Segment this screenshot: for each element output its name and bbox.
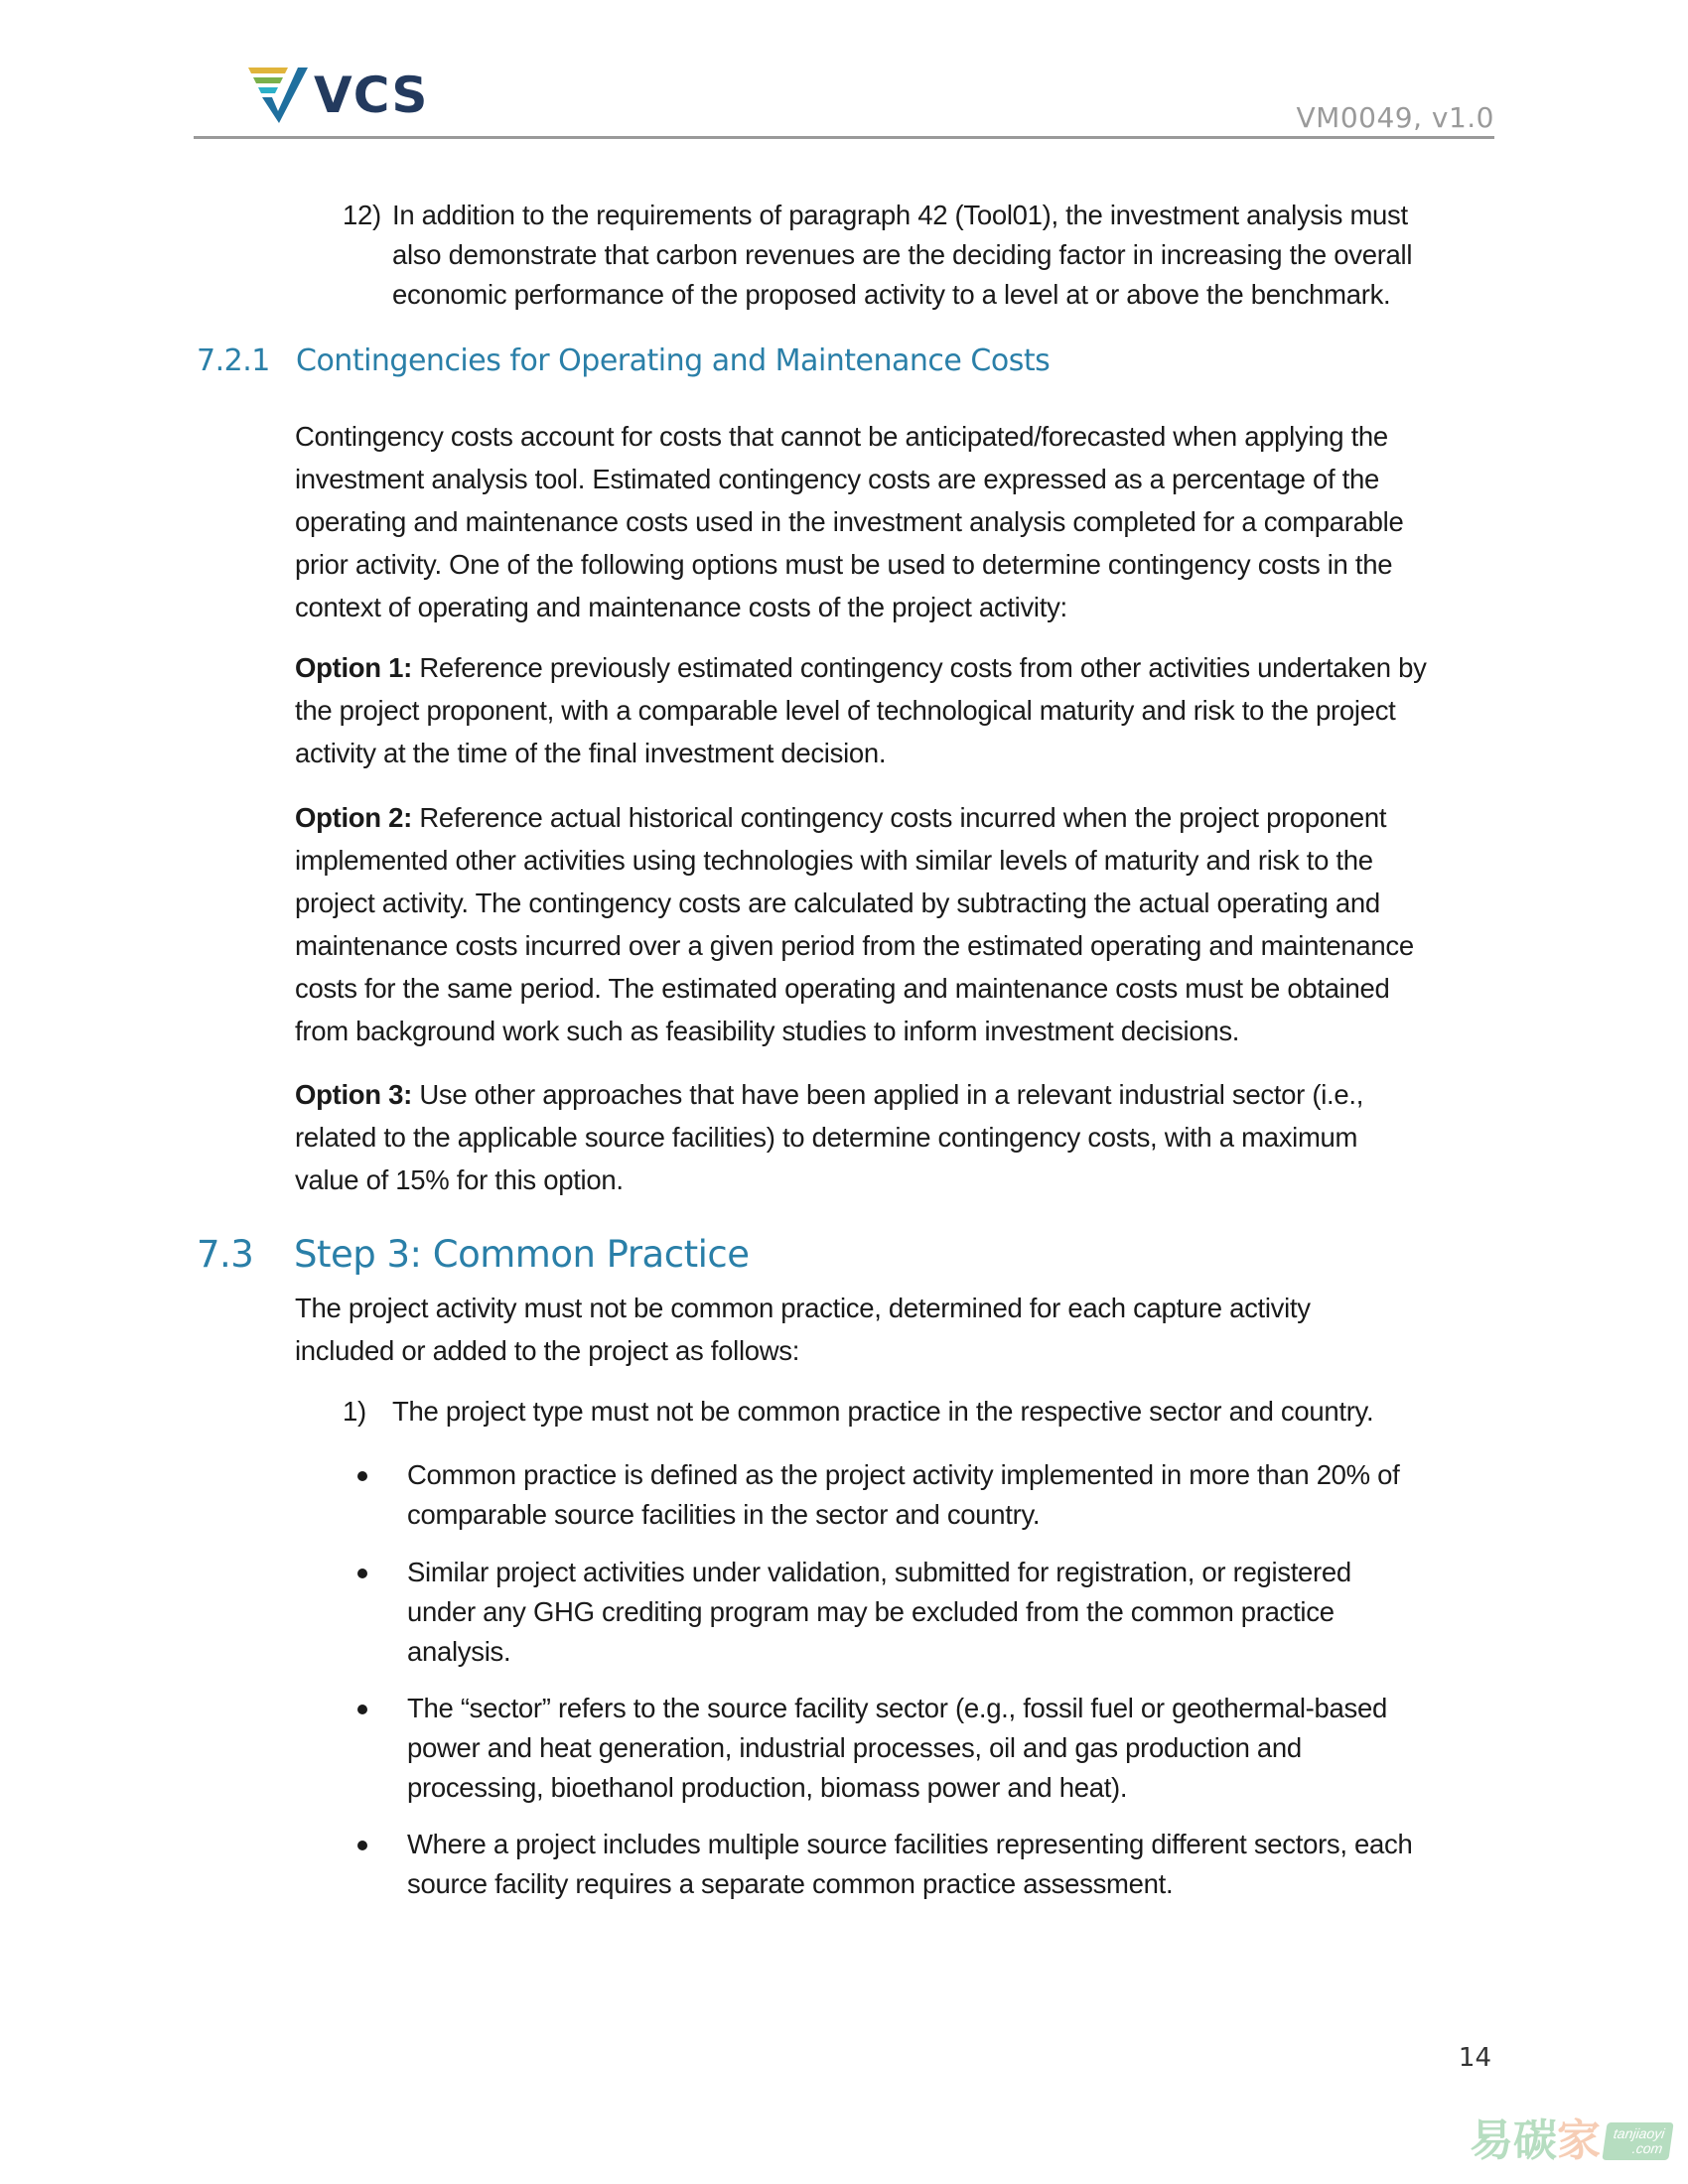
bullet-line: source facility requires a separate common practice assessment. <box>407 1868 1174 1899</box>
option-3-paragraph <box>295 1073 1506 1201</box>
vcs-logo <box>248 68 428 123</box>
para-line: value of 15% for this option. <box>295 1164 624 1195</box>
para-line: Use other approaches that have been applied in a relevant industrial sector (i.e., <box>411 1079 1364 1110</box>
item-text: The project type must not be common practice in the respective sector and country. <box>392 1396 1374 1427</box>
bullet-line: processing, bioethanol production, biomass power and heat). <box>407 1772 1128 1803</box>
vcs-checkmark-icon <box>248 68 308 123</box>
bullet-icon <box>357 1841 367 1850</box>
bullet-line: Similar project activities under validation, submitted for registration, or registered <box>407 1557 1351 1587</box>
numbered-item-1 <box>343 1392 1484 1432</box>
para-line: Contingency costs account for costs that cannot be anticipated/forecasted when applying the <box>295 421 1388 452</box>
para-line: costs for the same period. The estimated operating and maintenance costs must be obtained <box>295 973 1390 1004</box>
bullet-line: Where a project includes multiple source facilities representing different sectors, each <box>407 1829 1413 1859</box>
para-line: Reference actual historical contingency costs incurred when the project proponent <box>411 802 1387 833</box>
section-heading-7-3 <box>197 1232 1388 1278</box>
para-line: implemented other activities using technologies with similar levels of maturity and risk to the <box>295 845 1373 876</box>
bullet-line: power and heat generation, industrial processes, oil and gas production and <box>407 1732 1302 1763</box>
option-label: Option 1: <box>295 652 412 683</box>
watermark-badge: tanjiaoyi .com <box>1602 2122 1674 2160</box>
para-line: activity at the time of the final investment decision. <box>295 738 887 768</box>
para-line: context of operating and maintenance costs of the project activity: <box>295 592 1067 622</box>
bullet-icon <box>357 1569 367 1578</box>
para-line: maintenance costs incurred over a given period from the estimated operating and maintenance <box>295 930 1414 961</box>
para-line: project activity. The contingency costs are calculated by subtracting the actual operating and <box>295 887 1380 918</box>
item-number: 12) <box>343 200 381 230</box>
para-line: included or added to the project as follows: <box>295 1335 800 1366</box>
bullet-icon <box>357 1471 367 1481</box>
header-divider <box>194 136 1494 139</box>
bullet-line: Common practice is defined as the project activity implemented in more than 20% of <box>407 1459 1400 1490</box>
bullet-item <box>357 1689 1499 1808</box>
bullet-line: under any GHG crediting program may be excluded from the common practice <box>407 1596 1335 1627</box>
heading-number: 7.2.1 <box>197 343 270 378</box>
logo-text: VCS <box>314 67 429 124</box>
page-number: 14 <box>1458 2043 1491 2073</box>
option-label: Option 2: <box>295 802 412 833</box>
para-line: operating and maintenance costs used in the investment analysis completed for a comparable <box>295 506 1404 537</box>
option-1-paragraph <box>295 646 1506 774</box>
common-practice-intro-paragraph <box>295 1287 1506 1372</box>
heading-title: Step 3: Common Practice <box>294 1233 750 1276</box>
heading-number: 7.3 <box>197 1233 254 1276</box>
heading-title: Contingencies for Operating and Maintenance Costs <box>296 343 1051 378</box>
item-line: also demonstrate that carbon revenues are the deciding factor in increasing the overall <box>392 239 1413 270</box>
bullet-line: The “sector” refers to the source facility sector (e.g., fossil fuel or geothermal-based <box>407 1693 1387 1723</box>
option-2-paragraph <box>295 796 1506 1052</box>
para-line: The project activity must not be common practice, determined for each capture activity <box>295 1293 1311 1323</box>
para-line: related to the applicable source facilities) to determine contingency costs, with a maximum <box>295 1122 1358 1153</box>
section-heading-7-2-1 <box>197 341 1388 381</box>
item-number: 1) <box>343 1396 366 1427</box>
bullet-item <box>357 1455 1499 1535</box>
para-line: the project proponent, with a comparable level of technological maturity and risk to the project <box>295 695 1396 726</box>
item-line: economic performance of the proposed activity to a level at or above the benchmark. <box>392 279 1391 310</box>
bullet-line: analysis. <box>407 1636 511 1667</box>
page-header <box>194 60 1494 139</box>
para-line: prior activity. One of the following options must be used to determine contingency costs in the <box>295 549 1393 580</box>
watermark-logo <box>1470 2116 1671 2166</box>
option-label: Option 3: <box>295 1079 412 1110</box>
document-id: VM0049, v1.0 <box>1296 101 1494 134</box>
bullet-item <box>357 1553 1499 1672</box>
para-line: from background work such as feasibility studies to inform investment decisions. <box>295 1016 1240 1046</box>
bullet-line: comparable source facilities in the sector and country. <box>407 1499 1041 1530</box>
contingency-intro-paragraph <box>295 415 1506 628</box>
watermark-text: 易碳家 <box>1470 2116 1601 2166</box>
para-line: investment analysis tool. Estimated contingency costs are expressed as a percentage of the <box>295 464 1379 494</box>
item-line: In addition to the requirements of paragraph 42 (Tool01), the investment analysis must <box>392 200 1408 230</box>
bullet-item <box>357 1825 1499 1904</box>
para-line: Reference previously estimated contingency costs from other activities undertaken by <box>411 652 1427 683</box>
bullet-icon <box>357 1705 367 1714</box>
